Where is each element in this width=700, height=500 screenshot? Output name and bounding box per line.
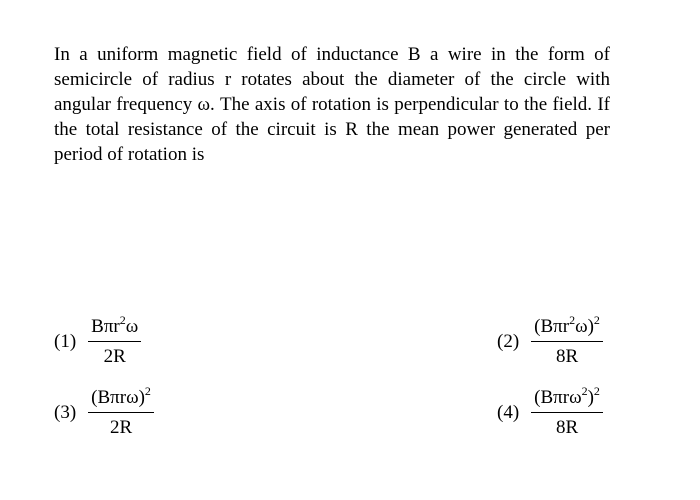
- numerator-exponent: 2: [569, 313, 576, 327]
- option-fraction: [88, 313, 141, 368]
- option-fraction: [531, 313, 603, 368]
- numerator-tail: ω: [575, 316, 588, 337]
- numerator-main: Bπr: [540, 316, 570, 337]
- numerator-main: Bπrω: [540, 387, 582, 408]
- option-number: (3): [54, 402, 77, 423]
- numerator-open-paren: (: [91, 387, 98, 408]
- numerator-open-paren: (: [534, 316, 541, 337]
- numerator-main: Bπrω: [97, 387, 139, 408]
- numerator-close-paren: ): [587, 387, 594, 408]
- fraction-denominator: 2R: [109, 417, 133, 438]
- option-fraction: [531, 384, 603, 439]
- fraction-numerator: [531, 313, 603, 341]
- fraction-denominator: 2R: [103, 346, 126, 367]
- fraction-numerator: [531, 384, 603, 412]
- option-4[interactable]: [497, 384, 603, 439]
- numerator-main: Bπr: [91, 316, 120, 337]
- numerator-outer-exponent: 2: [593, 384, 600, 398]
- option-number: (4): [497, 402, 520, 423]
- fraction-denominator: 8R: [555, 417, 579, 438]
- option-number: (2): [497, 331, 520, 352]
- option-3[interactable]: [54, 384, 154, 439]
- fraction-numerator: [88, 384, 154, 412]
- option-number: (1): [54, 331, 77, 352]
- numerator-outer-exponent: 2: [593, 313, 600, 327]
- numerator-open-paren: (: [534, 387, 541, 408]
- question-text: In a uniform magnetic field of inductance B a wire in the form of semicircle of radius r rotates about the diameter of the circle with angular frequency ω. The axis of rotation is perpendicular to the field. If the total resistance of the circuit is R the mean power generated per period of rotation is: [54, 44, 610, 165]
- fraction-denominator: 8R: [555, 346, 579, 367]
- numerator-close-paren: ): [587, 316, 594, 337]
- numerator-exponent: 2: [119, 313, 126, 327]
- numerator-tail: ω: [125, 316, 139, 337]
- numerator-outer-exponent: 2: [144, 384, 151, 398]
- numerator-close-paren: ): [138, 387, 145, 408]
- numerator-exponent: 2: [581, 384, 588, 398]
- option-1[interactable]: [54, 313, 141, 368]
- option-2[interactable]: [497, 313, 603, 368]
- fraction-numerator: [88, 313, 141, 341]
- option-fraction: [88, 384, 154, 439]
